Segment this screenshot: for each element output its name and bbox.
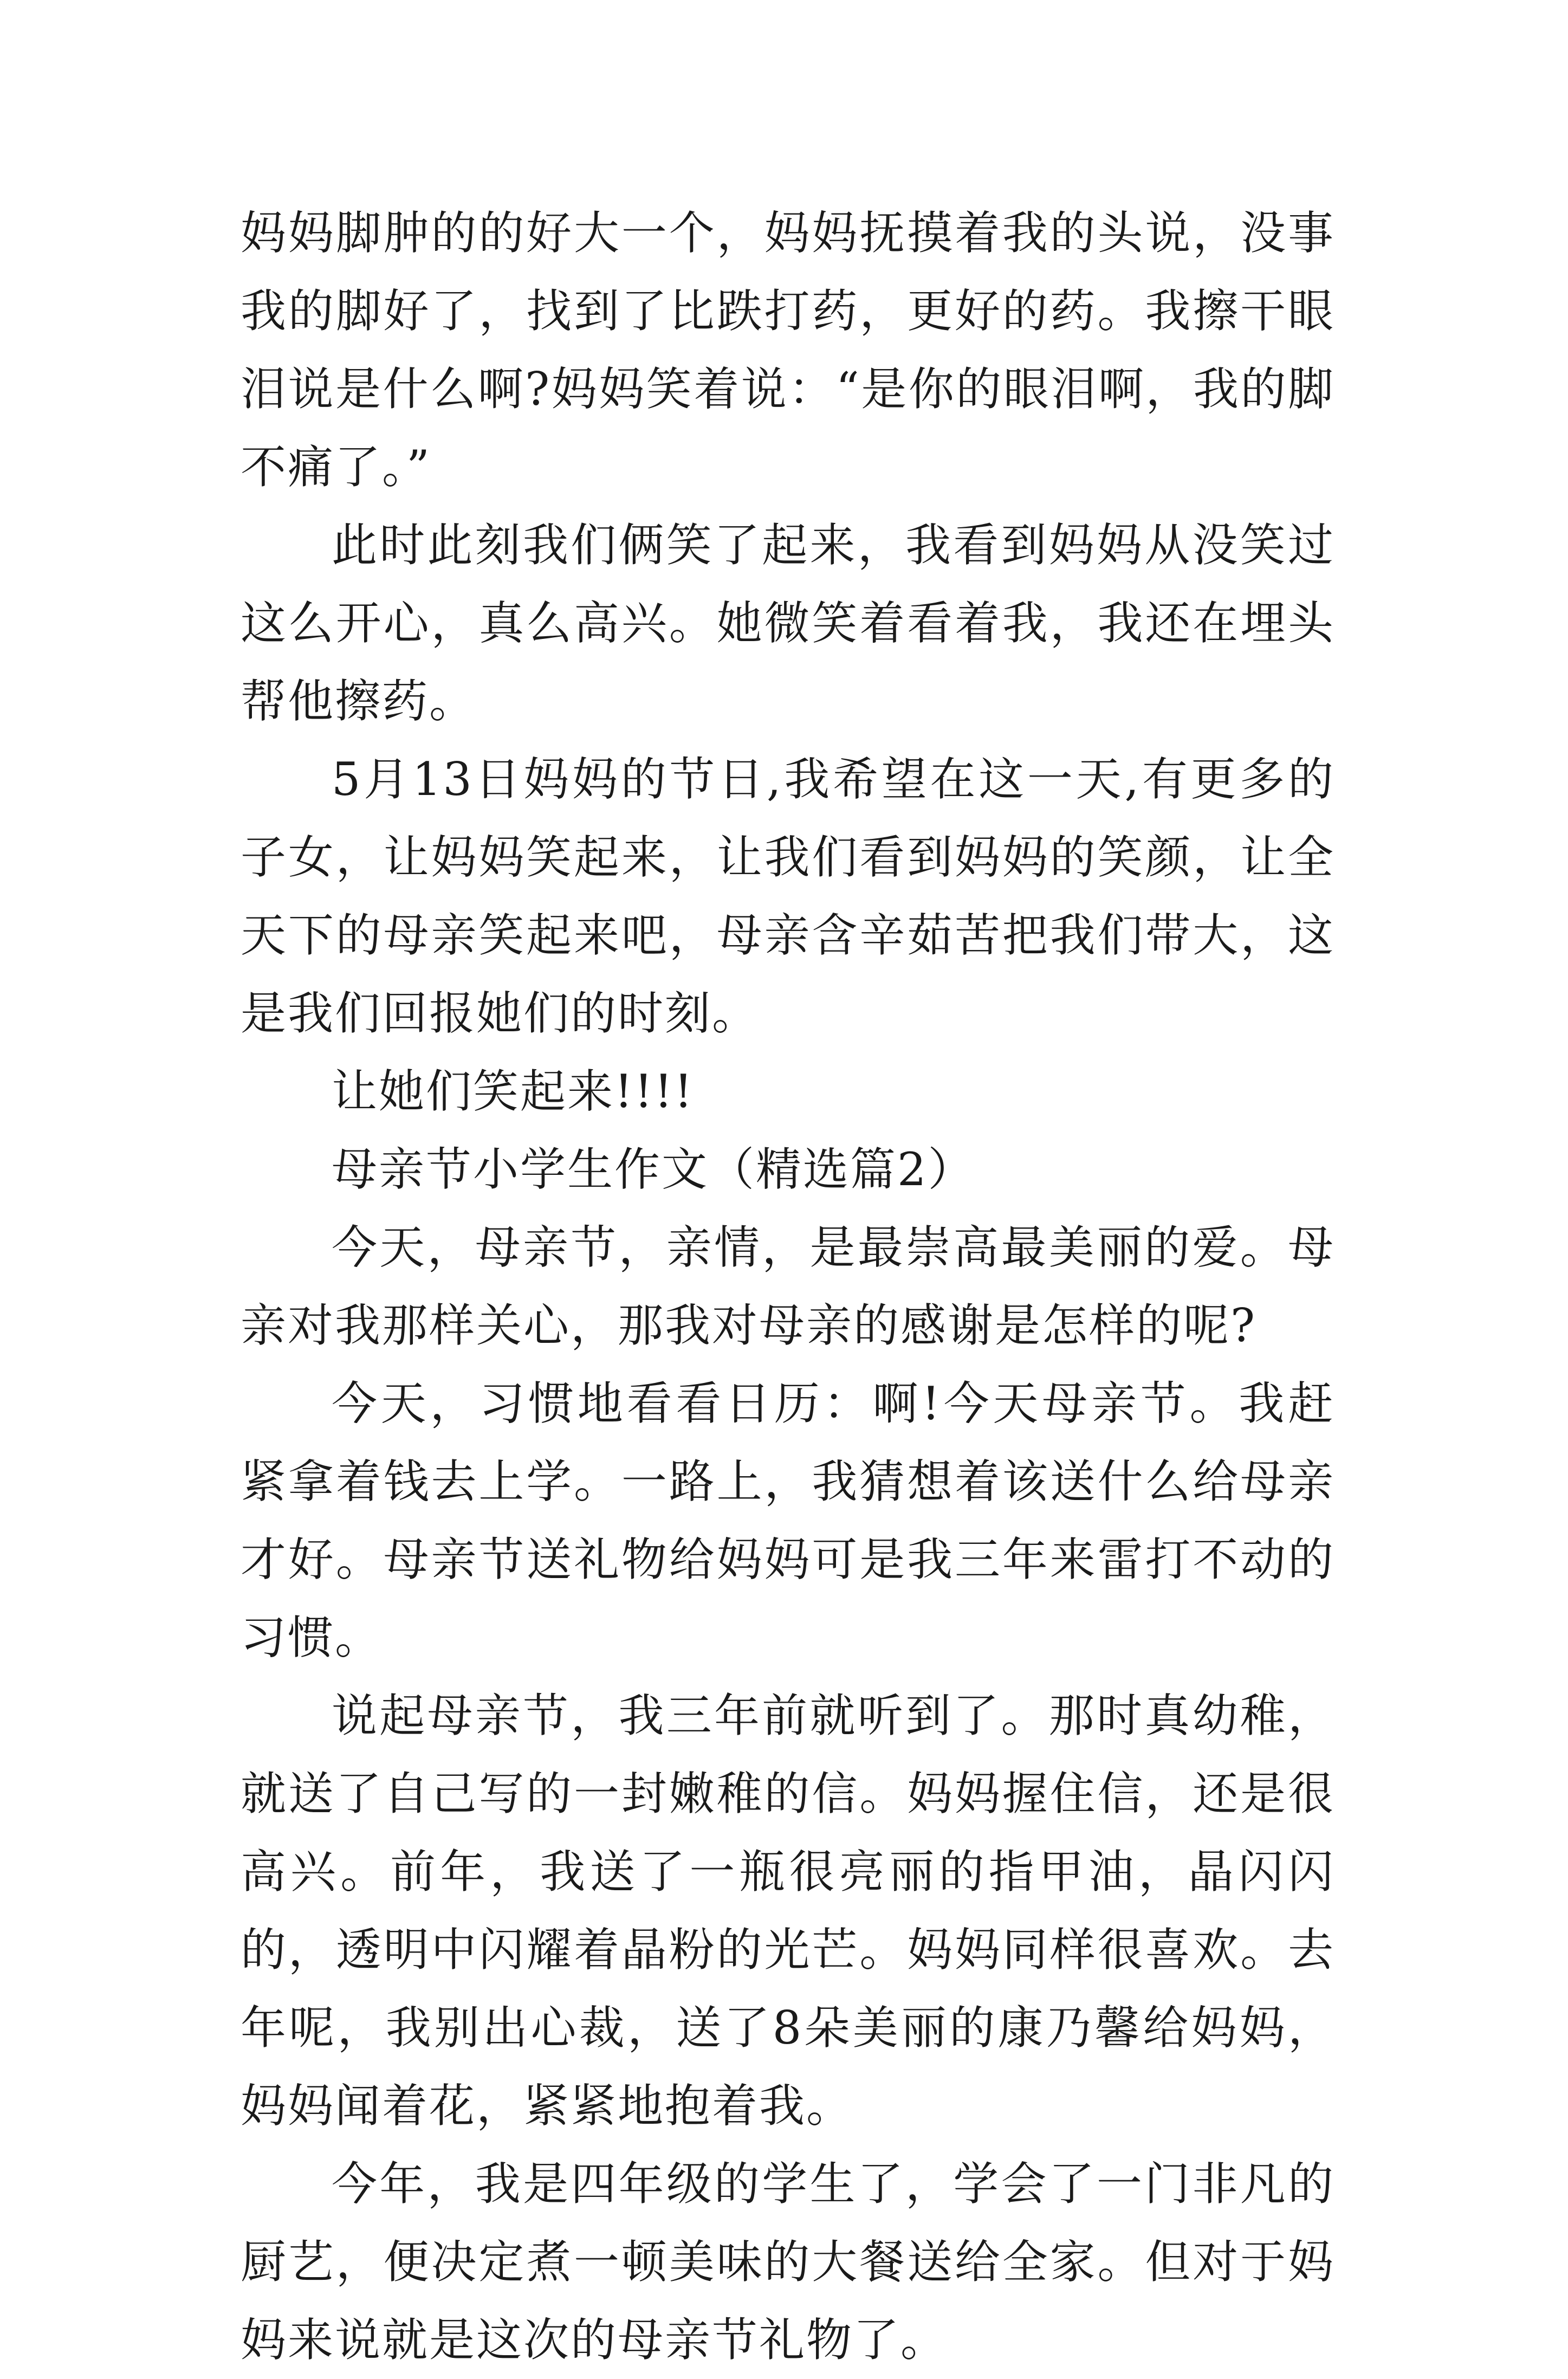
paragraph-6: 今天，习惯地看看日历：啊!今天母亲节。我赶紧拿着钱去上学。一路上，我猜想着该送什么给母亲才好。母亲节送礼物给妈妈可是我三年来雷打不动的习惯。 (241, 1377, 1335, 1664)
paragraph-7: 说起母亲节，我三年前就听到了。那时真幼稚，就送了自己写的一封嫩稚的信。妈妈握住信，还是很高兴。前年，我送了一瓶很亮丽的指甲油，晶闪闪的，透明中闪耀着晶粉的光芒。妈妈同样很喜欢。去年呢，我别出心裁，送了8朵美丽的康乃馨给妈妈，妈妈闻着花，紧紧地抱着我。 (241, 1689, 1335, 2132)
document-body (241, 194, 1335, 2379)
paragraph-4: 让她们笑起来!!!! (332, 1065, 695, 1118)
section-heading: 母亲节小学生作文（精选篇2） (332, 1143, 975, 1196)
paragraph-3: 5月13日妈妈的节日,我希望在这一天,有更多的子女，让妈妈笑起来，让我们看到妈妈的笑颜，让全天下的母亲笑起来吧，母亲含辛茹苦把我们带大，这是我们回报她们的时刻。 (241, 753, 1335, 1040)
paragraph-5: 今天，母亲节，亲情，是最崇高最美丽的爱。母亲对我那样关心，那我对母亲的感谢是怎样的呢? (241, 1221, 1335, 1352)
paragraph-2: 此时此刻我们俩笑了起来，我看到妈妈从没笑过这么开心，真么高兴。她微笑着看着我，我还在埋头帮他擦药。 (241, 519, 1335, 728)
paragraph-1: 妈妈脚肿的的好大一个，妈妈抚摸着我的头说，没事我的脚好了，找到了比跌打药，更好的药。我擦干眼泪说是什么啊?妈妈笑着说：“是你的眼泪啊，我的脚不痛了。” (241, 206, 1335, 494)
paragraph-8: 今年，我是四年级的学生了，学会了一门非凡的厨艺，便决定煮一顿美味的大餐送给全家。但对于妈妈来说就是这次的母亲节礼物了。 (241, 2157, 1335, 2367)
